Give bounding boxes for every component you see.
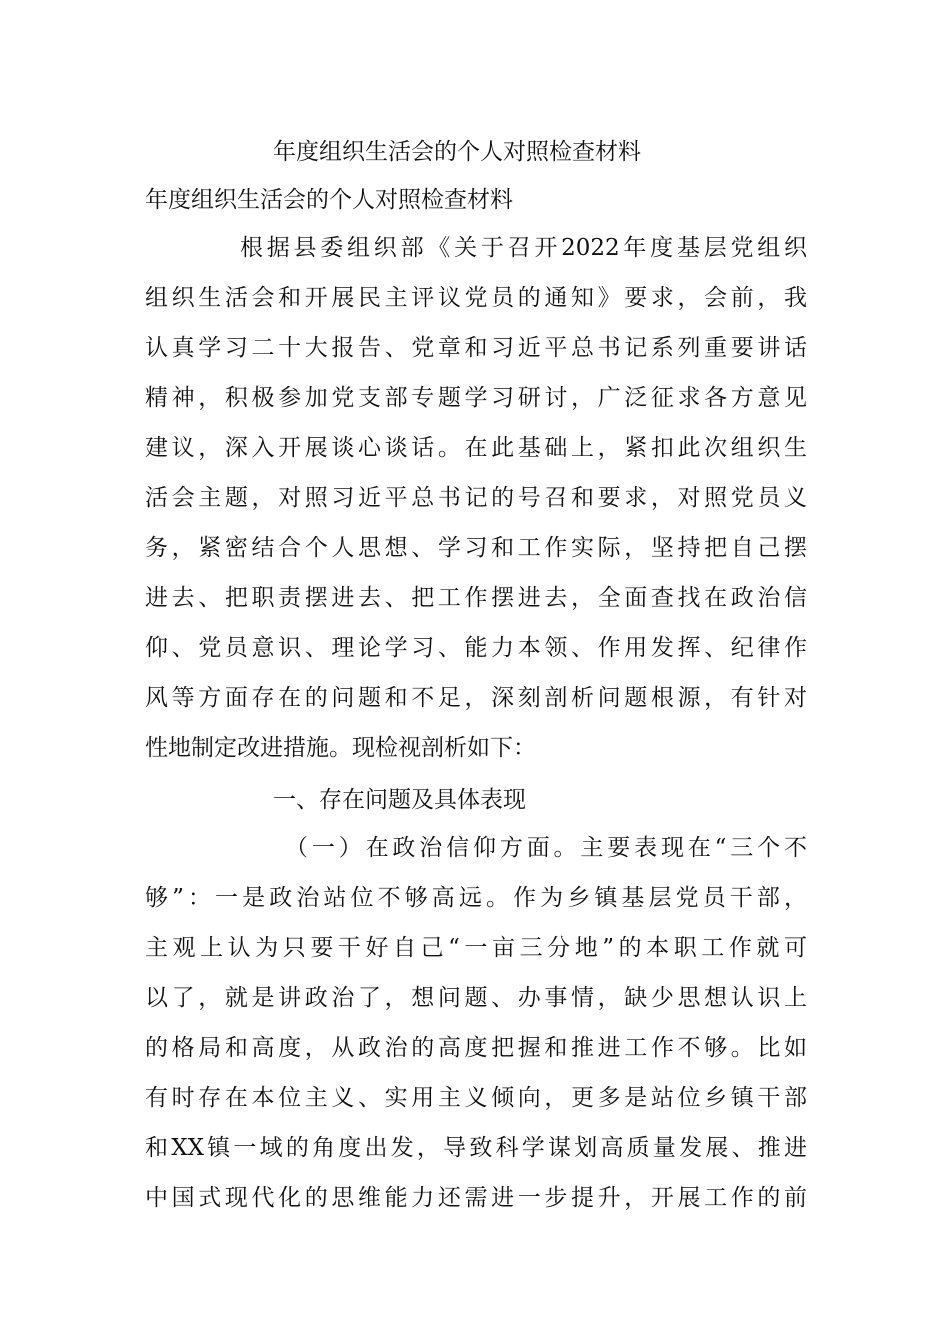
paragraph-1-line: 进去、把职责摆进去、把工作摆进去，全面查找在政治信 xyxy=(145,585,807,611)
section-heading: 一、存在问题及具体表现 xyxy=(273,787,526,813)
document-subtitle: 年度组织生活会的个人对照检查材料 xyxy=(145,187,513,213)
paragraph-2-line: 以了，就是讲政治了，想问题、办事情，缺少思想认识上 xyxy=(145,985,807,1011)
paragraph-2-line: 中国式现代化的思维能力还需进一步提升，开展工作的前 xyxy=(145,1185,807,1211)
paragraph-1-line: 认真学习二十大报告、党章和习近平总书记系列重要讲话 xyxy=(145,335,807,361)
document-title: 年度组织生活会的个人对照检查材料 xyxy=(273,139,641,165)
paragraph-1-line: 组织生活会和开展民主评议党员的通知》要求，会前，我 xyxy=(145,285,807,311)
paragraph-2-line: （一）在政治信仰方面。主要表现在“三个不 xyxy=(285,835,807,861)
paragraph-2-line: 主观上认为只要干好自己“一亩三分地”的本职工作就可 xyxy=(145,935,807,961)
paragraph-1-line: 精神，积极参加党支部专题学习研讨，广泛征求各方意见 xyxy=(145,385,807,411)
paragraph-1-line: 根据县委组织部《关于召开2022年度基层党组织 xyxy=(240,235,807,261)
paragraph-1-line: 性地制定改进措施。现检视剖析如下： xyxy=(145,735,536,761)
paragraph-1-line: 活会主题，对照习近平总书记的号召和要求，对照党员义 xyxy=(145,485,807,511)
paragraph-1-line: 风等方面存在的问题和不足，深刻剖析问题根源，有针对 xyxy=(145,685,807,711)
paragraph-2-line: 的格局和高度，从政治的高度把握和推进工作不够。比如 xyxy=(145,1035,807,1061)
paragraph-2-line: 够”：一是政治站位不够高远。作为乡镇基层党员干部， xyxy=(145,885,807,911)
paragraph-2-line: 有时存在本位主义、实用主义倾向，更多是站位乡镇干部 xyxy=(145,1085,807,1111)
paragraph-1-line: 仰、党员意识、理论学习、能力本领、作用发挥、纪律作 xyxy=(145,635,807,661)
paragraph-1-line: 务，紧密结合个人思想、学习和工作实际，坚持把自己摆 xyxy=(145,535,807,561)
paragraph-1-line: 建议，深入开展谈心谈话。在此基础上，紧扣此次组织生 xyxy=(145,435,807,461)
paragraph-2-line: 和XX镇一域的角度出发，导致科学谋划高质量发展、推进 xyxy=(145,1135,807,1161)
